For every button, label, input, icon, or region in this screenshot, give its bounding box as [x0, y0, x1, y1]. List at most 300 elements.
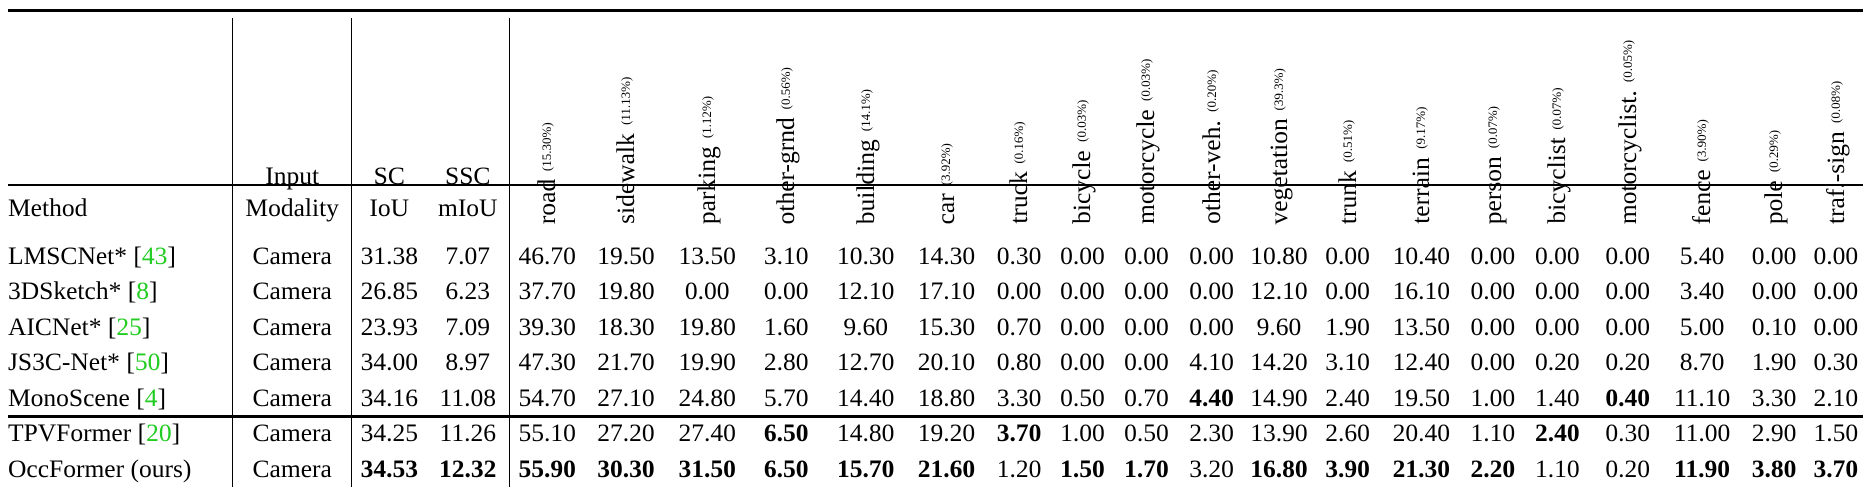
class-value: 15.30 — [917, 311, 976, 341]
class-value-cell — [825, 232, 906, 274]
class-value-cell — [1051, 274, 1113, 310]
class-frequency: (0.51%) — [1339, 119, 1355, 163]
class-value: 1.60 — [763, 311, 809, 341]
sc-iou-value: 34.53 — [360, 453, 418, 483]
class-value: 31.50 — [678, 453, 736, 483]
class-value-cell — [1051, 380, 1113, 416]
ssc-miou-value: 11.08 — [439, 382, 496, 412]
class-value: 14.20 — [1250, 347, 1308, 377]
class-value-cell — [509, 345, 584, 381]
class-value: 0.00 — [1470, 240, 1516, 270]
class-value-cell — [584, 416, 667, 452]
class-value-cell — [509, 274, 584, 310]
class-value: 18.80 — [917, 382, 976, 412]
class-value-cell — [825, 416, 906, 452]
class-value: 2.20 — [1470, 453, 1516, 483]
class-value-cell — [747, 416, 825, 452]
method-name: TPVFormer — [8, 418, 132, 448]
class-value-cell — [1381, 451, 1462, 487]
class-name: pole — [1759, 180, 1789, 224]
class-value: 0.00 — [1325, 276, 1370, 306]
class-value: 0.30 — [1605, 418, 1650, 448]
class-value-cell — [1665, 380, 1740, 416]
class-value: 0.00 — [1189, 311, 1234, 341]
class-value: 1.10 — [1535, 453, 1580, 483]
class-value-cell — [1179, 345, 1244, 381]
class-value: 10.30 — [837, 240, 895, 270]
class-value-cell — [1462, 451, 1524, 487]
sc-iou-cell — [352, 309, 427, 345]
class-name: fence — [1687, 168, 1716, 224]
method-header — [8, 18, 233, 232]
class-value: 27.40 — [678, 418, 736, 448]
class-value: 3.70 — [996, 418, 1042, 448]
class-value: 20.40 — [1392, 418, 1450, 448]
class-value: 1.50 — [1060, 453, 1105, 483]
class-name: bicycle — [1067, 150, 1097, 224]
ssc-miou-value: 7.07 — [445, 240, 491, 270]
class-value: 10.80 — [1250, 240, 1308, 270]
class-value-cell — [1591, 232, 1665, 274]
table-row — [8, 309, 1863, 345]
class-value-cell — [1244, 451, 1314, 487]
class-value-cell — [1051, 345, 1113, 381]
modality-value: Camera — [252, 276, 332, 306]
class-value: 0.00 — [1060, 311, 1105, 341]
class-value-cell — [1524, 232, 1591, 274]
class-value: 0.10 — [1751, 311, 1797, 341]
class-value: 6.50 — [763, 418, 809, 448]
class-value-cell — [1314, 345, 1381, 381]
table-row — [8, 232, 1863, 274]
class-value: 14.30 — [917, 240, 976, 270]
class-frequency: (9.17%) — [1413, 107, 1429, 150]
class-value: 2.10 — [1813, 382, 1859, 412]
class-value-cell — [1665, 232, 1740, 274]
class-header-fence — [1665, 18, 1740, 232]
class-name: truck — [1004, 171, 1033, 224]
method-name: LMSCNet* — [8, 240, 128, 270]
class-value-cell — [1314, 309, 1381, 345]
class-value-cell — [1524, 380, 1591, 416]
modality-value: Camera — [252, 382, 332, 412]
class-name: trunk — [1332, 170, 1362, 224]
class-value-cell — [747, 309, 825, 345]
class-value: 17.10 — [917, 276, 976, 306]
class-header-terrain — [1381, 18, 1462, 232]
class-value: 19.80 — [678, 311, 736, 341]
ssc-miou-line2: mIoU — [437, 193, 498, 222]
class-value: 0.70 — [996, 311, 1042, 341]
modality-value: Camera — [252, 418, 332, 448]
class-value-cell — [1244, 274, 1314, 310]
class-value-cell — [1179, 274, 1244, 310]
class-value: 11.10 — [1673, 382, 1731, 412]
class-value-cell — [987, 309, 1052, 345]
class-value: 0.00 — [1535, 240, 1580, 270]
class-frequency: (11.13%) — [617, 77, 633, 126]
class-value-cell — [906, 309, 987, 345]
class-value: 0.00 — [1751, 240, 1797, 270]
class-value-cell — [1739, 345, 1808, 381]
class-value-cell — [1739, 451, 1808, 487]
class-value: 12.40 — [1392, 347, 1450, 377]
ssc-miou-cell — [426, 380, 509, 416]
class-value: 3.90 — [1325, 453, 1370, 483]
class-value: 1.50 — [1813, 418, 1859, 448]
class-value: 55.10 — [518, 418, 576, 448]
class-value-cell — [1244, 309, 1314, 345]
class-value: 27.10 — [597, 382, 655, 412]
class-value: 0.40 — [1605, 382, 1650, 412]
method-name: 3DSketch* — [8, 276, 122, 306]
class-value: 13.50 — [1392, 311, 1450, 341]
class-header-motorcycle — [1114, 18, 1180, 232]
top-rule — [8, 9, 1863, 12]
class-value: 0.70 — [1124, 382, 1169, 412]
class-name: bicyclist — [1542, 137, 1572, 224]
class-value: 11.00 — [1673, 418, 1731, 448]
class-value: 19.90 — [678, 347, 736, 377]
class-value-cell — [1462, 416, 1524, 452]
class-value-cell — [1739, 309, 1808, 345]
input-modality-line2: Modality — [245, 193, 339, 222]
class-value: 0.00 — [684, 276, 730, 306]
class-value-cell — [1114, 309, 1180, 345]
class-value-cell — [1665, 416, 1740, 452]
class-value-cell — [667, 451, 747, 487]
ssc-miou-cell — [426, 232, 509, 274]
class-name: road — [532, 178, 562, 224]
class-value: 15.70 — [837, 453, 895, 483]
citation-link[interactable]: 20 — [146, 418, 172, 448]
class-value-cell — [1114, 274, 1180, 310]
class-value-cell — [1524, 416, 1591, 452]
class-value: 5.00 — [1679, 311, 1725, 341]
class-value: 14.40 — [837, 382, 895, 412]
class-value-cell — [1591, 309, 1665, 345]
class-value-cell — [1114, 451, 1180, 487]
class-frequency: (0.20%) — [1203, 70, 1219, 113]
sc-iou-line2: IoU — [369, 193, 410, 222]
class-value-cell — [1809, 345, 1863, 381]
class-value: 0.00 — [1813, 311, 1859, 341]
class-value: 20.10 — [917, 347, 976, 377]
class-value: 0.00 — [1751, 276, 1797, 306]
class-value: 2.30 — [1189, 418, 1234, 448]
class-value-cell — [509, 416, 584, 452]
class-value-cell — [1739, 232, 1808, 274]
class-value: 1.20 — [996, 453, 1042, 483]
class-value: 0.20 — [1605, 347, 1650, 377]
class-frequency: (14.1%) — [857, 88, 873, 131]
class-value: 11.90 — [1674, 453, 1730, 483]
class-header-pole — [1739, 18, 1808, 232]
method-name: OccFormer (ours) — [8, 453, 192, 483]
class-header-truck — [987, 18, 1052, 232]
class-value-cell — [1381, 380, 1462, 416]
class-value-cell — [747, 380, 825, 416]
class-value: 19.50 — [1392, 382, 1450, 412]
class-value: 30.30 — [597, 453, 655, 483]
class-value: 0.20 — [1605, 453, 1650, 483]
class-value: 3.20 — [1189, 453, 1234, 483]
class-value: 0.00 — [996, 276, 1042, 306]
class-value-cell — [1314, 232, 1381, 274]
class-value: 0.00 — [1124, 240, 1169, 270]
class-value: 0.00 — [1605, 311, 1650, 341]
class-value-cell — [584, 380, 667, 416]
class-value-cell — [987, 274, 1052, 310]
class-value-cell — [1524, 345, 1591, 381]
modality-value: Camera — [252, 347, 332, 377]
class-value: 0.00 — [1189, 276, 1234, 306]
class-header-other-veh — [1179, 18, 1244, 232]
class-value-cell — [1809, 451, 1863, 487]
sc-iou-cell — [352, 380, 427, 416]
class-header-trunk — [1314, 18, 1381, 232]
class-value: 0.00 — [1060, 240, 1105, 270]
class-value-cell — [1739, 416, 1808, 452]
class-name: person — [1477, 156, 1507, 224]
class-value-cell — [667, 345, 747, 381]
class-header-bicyclist — [1524, 18, 1591, 232]
class-value: 1.70 — [1124, 453, 1169, 483]
class-value-cell — [1591, 416, 1665, 452]
citation-link[interactable]: 4 — [144, 382, 158, 412]
method-cell: TPVFormer [20] — [8, 416, 233, 452]
class-value-cell — [1524, 451, 1591, 487]
class-value: 2.40 — [1325, 382, 1370, 412]
class-value: 0.00 — [1605, 276, 1650, 306]
class-value-cell — [1809, 309, 1863, 345]
modality-cell — [233, 451, 352, 487]
class-value-cell — [1381, 309, 1462, 345]
class-value-cell — [747, 451, 825, 487]
class-value: 0.00 — [1325, 240, 1370, 270]
class-value-cell — [584, 451, 667, 487]
class-value: 12.10 — [837, 276, 895, 306]
class-value: 3.40 — [1679, 276, 1725, 306]
sc-iou-cell — [352, 416, 427, 452]
sc-iou-value: 34.00 — [360, 347, 418, 377]
table-row — [8, 345, 1863, 381]
sc-iou-value: 23.93 — [360, 311, 418, 341]
class-name: vegetation — [1263, 117, 1293, 224]
sc-iou-value: 31.38 — [360, 240, 418, 270]
class-value: 27.20 — [597, 418, 655, 448]
class-value-cell — [1524, 309, 1591, 345]
class-value: 5.70 — [763, 382, 809, 412]
class-frequency: (0.05%) — [1619, 39, 1635, 83]
class-value-cell — [1051, 451, 1113, 487]
class-value-cell — [1591, 380, 1665, 416]
ssc-miou-cell — [426, 345, 509, 381]
class-name: other-grnd — [771, 116, 801, 224]
modality-value: Camera — [252, 311, 332, 341]
class-value: 0.80 — [996, 347, 1042, 377]
class-name: motorcyclist. — [1612, 90, 1642, 224]
class-value: 16.10 — [1392, 276, 1450, 306]
class-frequency: (0.07%) — [1484, 105, 1500, 149]
class-value-cell — [1114, 416, 1180, 452]
class-value: 0.00 — [1813, 276, 1859, 306]
class-frequency: (0.03%) — [1138, 59, 1154, 102]
class-value: 13.50 — [678, 240, 736, 270]
class-value: 16.80 — [1250, 453, 1308, 483]
class-value-cell — [509, 309, 584, 345]
class-value: 2.90 — [1751, 418, 1797, 448]
class-value: 1.90 — [1751, 347, 1797, 377]
class-value-cell — [1051, 309, 1113, 345]
class-value: 46.70 — [518, 240, 576, 270]
class-name: car — [931, 192, 961, 224]
class-value: 0.00 — [1535, 276, 1580, 306]
class-value-cell — [1809, 380, 1863, 416]
class-value: 0.00 — [1189, 240, 1234, 270]
method-cell: JS3C-Net* [50] — [8, 345, 233, 381]
class-value: 0.00 — [1813, 240, 1859, 270]
class-frequency: (0.08%) — [1827, 80, 1843, 124]
class-value-cell — [667, 274, 747, 310]
citation-link[interactable]: 8 — [136, 276, 149, 306]
class-value: 19.50 — [597, 240, 655, 270]
class-header-sidewalk — [584, 18, 667, 232]
class-value-cell — [584, 309, 667, 345]
class-frequency: (39.3%) — [1270, 67, 1286, 110]
class-value: 47.30 — [518, 347, 576, 377]
class-value-cell — [1244, 345, 1314, 381]
class-value: 21.60 — [917, 453, 976, 483]
class-value: 18.30 — [597, 311, 655, 341]
ssc-miou-value: 12.32 — [439, 453, 497, 483]
class-value-cell — [825, 345, 906, 381]
class-value-cell — [1244, 380, 1314, 416]
class-value-cell — [1739, 274, 1808, 310]
class-value-cell — [1381, 274, 1462, 310]
class-value: 3.80 — [1751, 453, 1797, 483]
class-value-cell — [1114, 380, 1180, 416]
class-value: 6.50 — [763, 453, 809, 483]
input-modality-header — [233, 18, 352, 232]
ssc-miou-line1: SSC — [445, 161, 491, 190]
class-header-car — [906, 18, 987, 232]
ssc-miou-cell — [426, 309, 509, 345]
class-value: 4.10 — [1189, 347, 1234, 377]
class-value-cell — [1314, 416, 1381, 452]
class-value-cell — [1809, 232, 1863, 274]
class-header-motorcyclist — [1591, 18, 1665, 232]
citation-link[interactable]: 25 — [116, 311, 142, 341]
class-value-cell — [1114, 232, 1180, 274]
class-value-cell — [1051, 232, 1113, 274]
class-value: 19.80 — [597, 276, 655, 306]
class-value-cell — [584, 232, 667, 274]
class-frequency: (0.03%) — [1074, 100, 1090, 143]
class-value-cell — [1739, 380, 1808, 416]
ssc-miou-value: 8.97 — [445, 347, 491, 377]
class-value: 39.30 — [518, 311, 576, 341]
class-value-cell — [747, 232, 825, 274]
class-value: 0.00 — [1470, 347, 1516, 377]
class-header-building — [825, 18, 906, 232]
sc-iou-value: 34.16 — [360, 382, 418, 412]
modality-value: Camera — [252, 240, 332, 270]
method-cell: 3DSketch* [8] — [8, 274, 233, 310]
class-value-cell — [825, 380, 906, 416]
sc-iou-cell — [352, 451, 427, 487]
class-frequency: (0.07%) — [1549, 87, 1565, 130]
ssc-miou-header — [426, 18, 509, 232]
class-value-cell — [667, 416, 747, 452]
class-frequency: (0.16%) — [1011, 121, 1026, 164]
class-name: parking — [692, 146, 722, 224]
class-value: 0.00 — [1535, 311, 1580, 341]
class-value: 0.00 — [1470, 311, 1516, 341]
input-modality-line1: Input — [265, 161, 320, 190]
table-row — [8, 416, 1863, 452]
class-value: 0.00 — [1124, 347, 1169, 377]
class-value: 0.50 — [1124, 418, 1169, 448]
method-cell: MonoScene [4] — [8, 380, 233, 416]
class-value: 1.90 — [1325, 311, 1370, 341]
class-name: terrain — [1406, 157, 1436, 224]
class-value-cell — [1524, 274, 1591, 310]
class-value-cell — [1809, 416, 1863, 452]
class-header-person — [1462, 18, 1524, 232]
class-value-cell — [987, 232, 1052, 274]
class-value-cell — [1665, 451, 1740, 487]
class-value-cell — [1179, 380, 1244, 416]
modality-cell — [233, 232, 352, 274]
class-value-cell — [1179, 416, 1244, 452]
ssc-miou-value: 6.23 — [445, 276, 491, 306]
ssc-miou-value: 7.09 — [445, 311, 491, 341]
modality-cell — [233, 309, 352, 345]
class-value: 3.30 — [1751, 382, 1797, 412]
method-header-label: Method — [8, 193, 88, 222]
class-value: 9.60 — [1256, 311, 1302, 341]
method-name: JS3C-Net* — [8, 347, 120, 377]
citation-link[interactable]: 50 — [134, 347, 161, 377]
class-header-parking — [667, 18, 747, 232]
class-value: 0.00 — [1124, 276, 1169, 306]
class-frequency: (3.90%) — [1694, 118, 1709, 161]
sc-iou-header — [352, 18, 427, 232]
class-value: 12.10 — [1250, 276, 1308, 306]
class-value: 0.50 — [1060, 382, 1105, 412]
class-value: 55.90 — [518, 453, 576, 483]
class-value-cell — [667, 380, 747, 416]
class-value: 0.00 — [1060, 276, 1105, 306]
class-value: 54.70 — [518, 382, 576, 412]
class-value-cell — [747, 345, 825, 381]
class-value: 21.30 — [1392, 453, 1450, 483]
class-frequency: (0.29%) — [1766, 129, 1782, 173]
class-value-cell — [906, 416, 987, 452]
class-value-cell — [1462, 345, 1524, 381]
class-value: 0.00 — [1605, 240, 1650, 270]
class-value: 0.00 — [1060, 347, 1105, 377]
method-cell: AICNet* [25] — [8, 309, 233, 345]
class-value-cell — [1244, 232, 1314, 274]
class-value-cell — [1665, 345, 1740, 381]
method-name: AICNet* — [8, 311, 102, 341]
class-value-cell — [509, 232, 584, 274]
sc-iou-value: 26.85 — [360, 276, 418, 306]
citation-link[interactable]: 43 — [141, 240, 168, 270]
class-value: 9.60 — [843, 311, 889, 341]
